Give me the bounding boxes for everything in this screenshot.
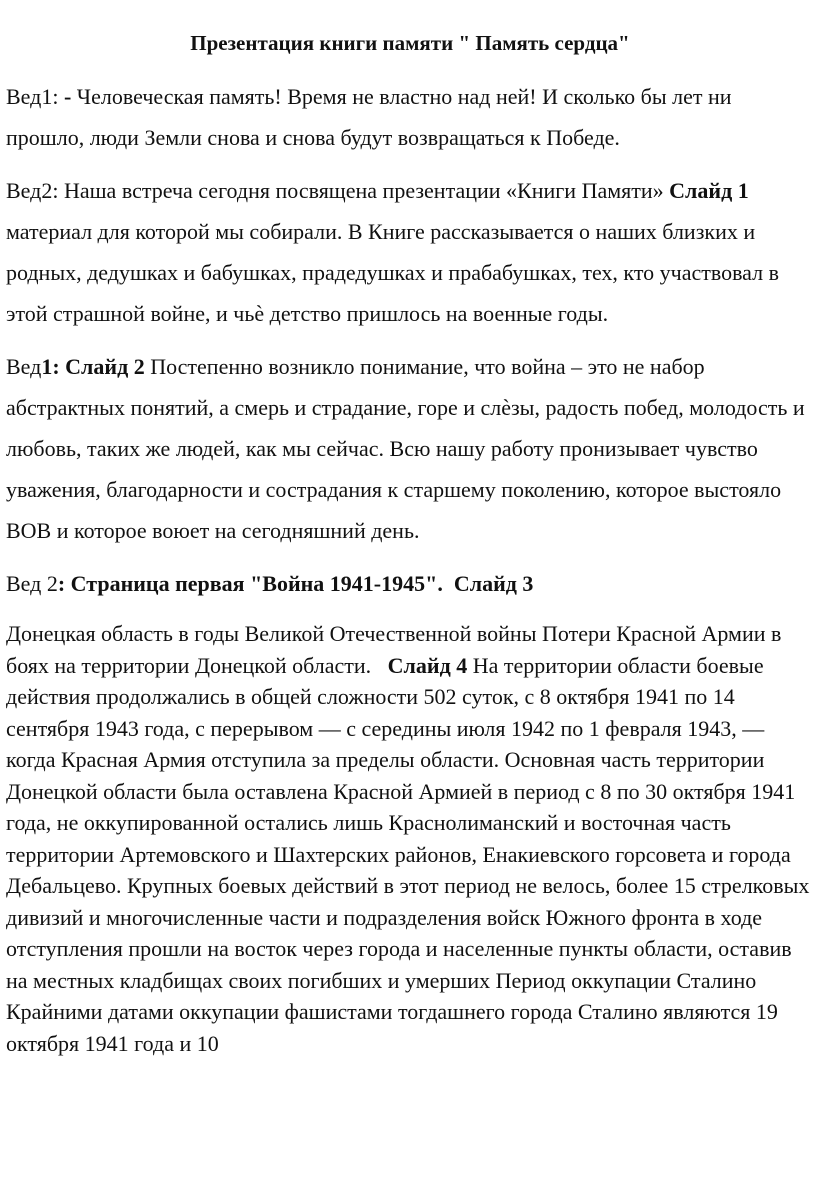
speaker-label: Вед2: [6,178,59,203]
section-heading: : Страница первая "Война 1941-1945". [57,571,443,596]
speaker-label: Вед [6,354,42,379]
paragraph-4 [6,563,810,604]
slide-marker: Слайд 4 [387,652,468,678]
paragraph-text: На территории области боевые действия продолжались в общей сложности 502 суток, с 8 октября 1941 по 14 сентября 1943 года, с перерывом — с середины июля 1942 по 1 февраля 1943, — когда Красная Армия отступила за пределы области. Основная часть территории Донецкой области была оставлена Красной Армией в период с 8 по 30 октября 1941 года, не оккупированной остались лишь Краснолиманский и восточная часть территории Артемовского и Шахтерских районов, Енакиевского горсовета и города Дебальцево. Крупных боевых действий в этот период не велось, более 15 стрелковых дивизий и многочисленные части и подразделения войск Южного фронта в ходе отступления прошли на восток через города и населенные пункты области, оставив на местных кладбищах своих погибших и умерших Период оккупации Сталино Крайними датами оккупации фашистами тогдашнего города Сталино являются 19 октября 1941 года и 10 [6,652,810,1056]
paragraph-text: материал для которой мы собирали. В Книге рассказывается о наших близких и родных, дедушках и бабушках, прадедушках и прабабушках, тех, кто участвовал в этой страшной войне, и чьѐ детство пришлось на военные годы. [6,219,780,326]
paragraph-1 [6,76,810,158]
slide-marker: 1: Слайд 2 [41,354,145,379]
paragraph-5 [6,618,810,1059]
document-title: Презентация книги памяти " Память сердца" [190,31,630,55]
paragraph-2 [6,170,810,334]
speaker-label: Вед 2 [6,571,58,596]
paragraph-text: Постепенно возникло понимание, что война – это не набор абстрактных понятий, а смерь и страдание, горе и слѐзы, радость побед, молодость и любовь, таких же людей, как мы сейчас. Всю нашу работу пронизывает чувство уважения, благодарности и сострадания к старшему поколению, которое выстояло ВОВ и которое воюет на сегодняшний день. [6,354,805,543]
paragraph-text: Наша встреча сегодня посвящена презентации «Книги Памяти» [58,178,664,203]
dash: - [63,84,72,109]
slide-marker: Слайд 3 [453,571,534,596]
speaker-label: Вед1: [6,84,59,109]
slide-marker: Слайд 1 [669,178,749,203]
paragraph-text: Человеческая память! Время не властно над ней! И сколько бы лет ни прошло, люди Земли снова и снова будут возвращаться к Победе. [6,84,732,150]
paragraph-3 [6,346,810,551]
paragraph-text: Донецкая область в годы Великой Отечественной войны Потери Красной Армии в боях на территории Донецкой области. [6,621,782,678]
